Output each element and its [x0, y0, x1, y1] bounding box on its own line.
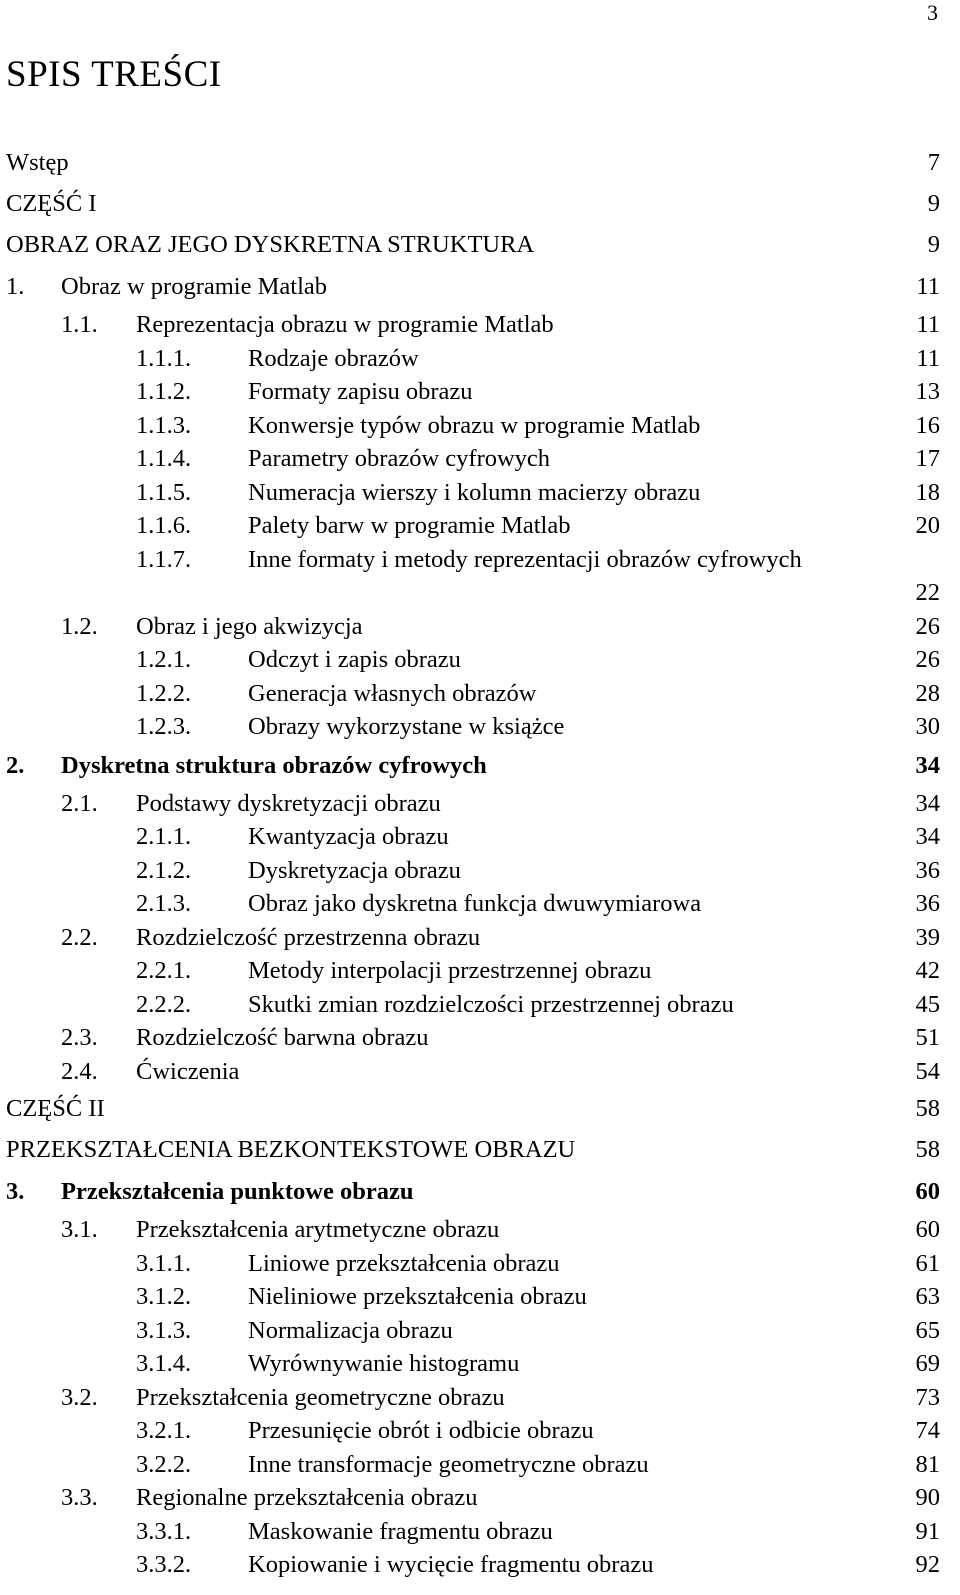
toc-entry[interactable] [6, 643, 940, 677]
toc-part-entry[interactable] [6, 224, 940, 265]
toc-part-entry[interactable] [6, 1129, 940, 1170]
toc-entry-page: 51 [915, 1024, 940, 1051]
toc-part-entry[interactable] [6, 183, 940, 224]
toc-entry[interactable] [6, 1055, 940, 1089]
toc-entry-title: Podstawy dyskretyzacji obrazu [136, 789, 441, 817]
toc-entry[interactable] [6, 1548, 940, 1582]
toc-entry-number: 3.1.4. [136, 1350, 192, 1377]
toc-entry-number: 3.3. [61, 1484, 98, 1511]
toc-entry-title: Przekształcenia geometryczne obrazu [136, 1383, 505, 1411]
toc-entry[interactable] [6, 543, 940, 610]
toc-entry-title: Generacja własnych obrazów [248, 679, 537, 707]
toc-entry-number: 2.2. [61, 923, 98, 951]
toc-entry[interactable] [6, 921, 940, 955]
page-title: SPIS TREŚCI [6, 54, 222, 95]
toc-entry[interactable] [6, 677, 940, 711]
toc-entry-number: 1. [6, 273, 25, 300]
toc-entry-title: Parametry obrazów cyfrowych [248, 445, 551, 472]
toc-entry-title: Liniowe przekształcenia obrazu [248, 1249, 560, 1277]
toc-entry-number: 3.1.3. [136, 1316, 192, 1344]
toc-entry-number: 3.1.2. [136, 1283, 192, 1310]
toc-entry[interactable] [6, 1347, 940, 1381]
toc-entry-number: 2.1. [61, 789, 98, 817]
toc-entry-number: 1.2.1. [136, 646, 192, 673]
toc-entry[interactable] [6, 409, 940, 443]
toc-entry-number: 2.2.2. [136, 990, 192, 1018]
toc-entry[interactable] [6, 610, 940, 644]
toc-entry-page: 91 [915, 1517, 940, 1545]
toc-entry-page: 39 [915, 923, 940, 951]
toc-entry-number: 1.2. [61, 612, 98, 640]
toc-entry-page: 30 [915, 713, 940, 740]
toc-entry-title: Konwersje typów obrazu w programie Matlab [248, 411, 701, 439]
toc-entry-title: Przekształcenia punktowe obrazu [61, 1178, 414, 1205]
toc-entry-title: Rozdzielczość barwna obrazu [136, 1024, 429, 1051]
toc-entry-number: 1.1. [61, 311, 98, 338]
toc-entry-title: Odczyt i zapis obrazu [248, 646, 461, 673]
toc-entry-page: 11 [916, 344, 940, 372]
toc-entry-number: 1.1.5. [136, 478, 192, 506]
toc-entry[interactable] [6, 1021, 940, 1055]
toc-entry-page: 16 [915, 411, 940, 439]
toc-part-entry[interactable] [6, 142, 940, 183]
toc-entry-page: 36 [915, 890, 940, 917]
toc-entry-page: 54 [915, 1057, 940, 1085]
toc-entry[interactable] [6, 1280, 940, 1314]
toc-entry-title: Wyrównywanie histogramu [248, 1350, 520, 1377]
toc-entry-title: Metody interpolacji przestrzennej obrazu [248, 957, 652, 984]
toc-entry-page: 26 [915, 646, 940, 673]
toc-entry-title: Obraz w programie Matlab [61, 273, 327, 300]
toc-entry-page: 36 [915, 856, 940, 884]
toc-entry-title: Normalizacja obrazu [248, 1316, 453, 1344]
toc-entry-page: 20 [915, 512, 940, 539]
toc-entry-number: 2.1.1. [136, 823, 192, 850]
toc-entry-title: PRZEKSZTAŁCENIA BEZKONTEKSTOWE OBRAZU [6, 1136, 576, 1163]
toc-entry[interactable] [6, 820, 940, 854]
toc-entry-number: 3.1.1. [136, 1249, 192, 1277]
toc-entry-title: Reprezentacja obrazu w programie Matlab [136, 311, 554, 338]
toc-entry[interactable] [6, 744, 940, 787]
toc-entry-title: Rozdzielczość przestrzenna obrazu [136, 923, 481, 951]
toc-entry-page: 17 [915, 445, 940, 472]
toc-entry-number: 3.2.1. [136, 1417, 192, 1444]
toc-entry-page: 34 [915, 823, 940, 850]
toc-entry-title: CZĘŚĆ II [6, 1095, 105, 1122]
toc-entry-number: 2.1.2. [136, 856, 192, 884]
toc-entry[interactable] [6, 954, 940, 988]
toc-entry-page: 11 [916, 311, 940, 338]
toc-entry-number: 1.1.1. [136, 344, 192, 372]
toc-entry[interactable] [6, 887, 940, 921]
page-number: 3 [927, 0, 938, 25]
toc-entry[interactable] [6, 375, 940, 409]
toc-entry-page: 65 [915, 1316, 940, 1344]
toc-part-entry[interactable] [6, 1088, 940, 1129]
toc-entry-page: 34 [915, 751, 940, 779]
toc-entry-number: 3.3.2. [136, 1551, 192, 1578]
toc-entry-title: Numeracja wierszy i kolumn macierzy obrazu [248, 478, 701, 506]
toc-entry-title: Maskowanie fragmentu obrazu [248, 1517, 553, 1545]
toc-entry-title: Przekształcenia arytmetyczne obrazu [136, 1216, 500, 1243]
toc-entry-number: 1.1.3. [136, 411, 192, 439]
toc-entry-title: Rodzaje obrazów [248, 344, 419, 372]
toc-entry-title: Inne transformacje geometryczne obrazu [248, 1450, 649, 1478]
toc-entry-title: Regionalne przekształcenia obrazu [136, 1484, 478, 1511]
toc-entry-number: 3.1. [61, 1216, 98, 1243]
toc-entry-page: 9 [927, 231, 940, 258]
toc-entry[interactable] [6, 1481, 940, 1515]
toc-entry-page: 58 [915, 1136, 940, 1163]
toc-entry-title: Obraz jako dyskretna funkcja dwuwymiarowa [248, 890, 702, 917]
toc-entry-title: Wstęp [6, 149, 69, 176]
toc-entry-page: 69 [915, 1350, 940, 1377]
toc-entry-number: 1.1.4. [136, 445, 192, 472]
toc-entry[interactable] [6, 1381, 940, 1415]
toc-entry-page: 34 [915, 789, 940, 817]
toc-entry-page: 63 [915, 1283, 940, 1310]
toc-entry-page: 58 [915, 1095, 940, 1122]
toc-entry-number: 2.3. [61, 1024, 98, 1051]
toc-entry-title: Palety barw w programie Matlab [248, 512, 571, 539]
toc-entry-page: 18 [915, 478, 940, 506]
toc-entry-page: 45 [915, 990, 940, 1018]
toc-entry[interactable] [6, 1448, 940, 1482]
toc-entry[interactable] [6, 476, 940, 510]
toc-entry-number: 2.1.3. [136, 890, 192, 917]
toc-entry-number: 2.4. [61, 1057, 98, 1085]
toc-entry-number: 1.1.6. [136, 512, 192, 539]
toc-entry-title: Nieliniowe przekształcenia obrazu [248, 1283, 587, 1310]
toc-entry-number: 1.1.7. [136, 545, 192, 573]
toc-entry[interactable] [6, 988, 940, 1022]
toc-entry-page: 22 [915, 579, 940, 606]
toc-entry-page: 73 [915, 1383, 940, 1411]
toc-entry-page: 81 [915, 1450, 940, 1478]
toc-entry-title: Przesunięcie obrót i odbicie obrazu [248, 1417, 594, 1444]
toc-entry-title: Formaty zapisu obrazu [248, 378, 473, 405]
toc-entry-page: 7 [927, 149, 940, 176]
toc-entry[interactable] [6, 1213, 940, 1247]
toc-entry[interactable] [6, 1314, 940, 1348]
toc-entry-number: 1.2.3. [136, 713, 192, 740]
toc-entry[interactable] [6, 308, 940, 342]
toc-entry-page: 92 [915, 1551, 940, 1578]
toc-entry-title: Obrazy wykorzystane w książce [248, 713, 565, 740]
toc-entry-title: Kopiowanie i wycięcie fragmentu obrazu [248, 1551, 654, 1578]
toc-entry-page: 90 [915, 1484, 940, 1511]
toc-entry-number: 3. [6, 1178, 25, 1205]
toc-entry[interactable] [6, 1515, 940, 1549]
toc-entry[interactable] [6, 1170, 940, 1213]
toc-entry-number: 1.2.2. [136, 679, 192, 707]
toc-entry-page: 60 [915, 1216, 940, 1243]
toc-entry-title: Obraz i jego akwizycja [136, 612, 363, 640]
toc-entry-title: Inne formaty i metody reprezentacji obrazów cyfrowych [248, 545, 802, 573]
toc-entry-title: OBRAZ ORAZ JEGO DYSKRETNA STRUKTURA [6, 231, 535, 258]
toc-entry[interactable] [6, 265, 940, 308]
toc-entry[interactable] [6, 1414, 940, 1448]
toc-entry[interactable] [6, 710, 940, 744]
toc-entry-number: 2.2.1. [136, 957, 192, 984]
toc-entry-title: Kwantyzacja obrazu [248, 823, 449, 850]
toc-entry-page: 13 [915, 378, 940, 405]
toc-entry-number: 2. [6, 751, 25, 779]
toc-entry-page: 42 [915, 957, 940, 984]
toc-entry[interactable] [6, 509, 940, 543]
toc-entry-page: 61 [915, 1249, 940, 1277]
toc-entry-number: 1.1.2. [136, 378, 192, 405]
toc-entry-title: Dyskretna struktura obrazów cyfrowych [61, 751, 487, 779]
toc-entry-title: CZĘŚĆ I [6, 190, 97, 217]
toc-entry[interactable] [6, 787, 940, 821]
toc-entry-number: 3.3.1. [136, 1517, 192, 1545]
toc-entry-number: 3.2. [61, 1383, 98, 1411]
toc-entry-title: Dyskretyzacja obrazu [248, 856, 461, 884]
toc-entry[interactable] [6, 854, 940, 888]
toc-entry-title: Skutki zmian rozdzielczości przestrzennej obrazu [248, 990, 734, 1018]
toc-entry-number: 3.2.2. [136, 1450, 192, 1478]
toc-entry-page: 26 [915, 612, 940, 640]
toc-entry[interactable] [6, 442, 940, 476]
toc-entry-title: Ćwiczenia [136, 1057, 240, 1085]
toc-entry-page: 11 [916, 273, 940, 300]
toc-entry-page: 60 [915, 1178, 940, 1205]
toc-entry-page: 9 [927, 190, 940, 217]
toc-entry-page: 74 [915, 1417, 940, 1444]
toc-entry[interactable] [6, 1247, 940, 1281]
toc-entry-page: 28 [915, 679, 940, 707]
table-of-contents [6, 142, 940, 1582]
toc-entry[interactable] [6, 342, 940, 376]
